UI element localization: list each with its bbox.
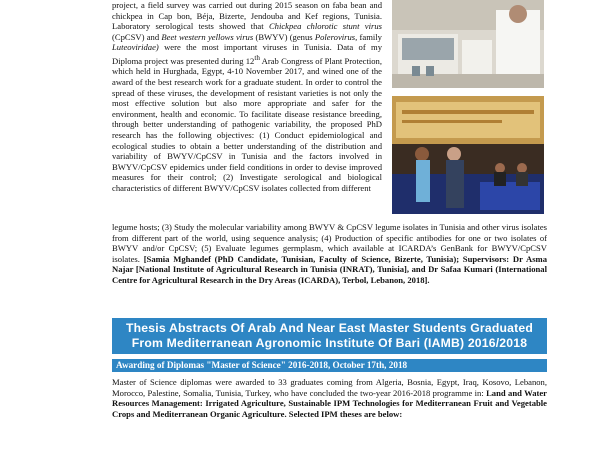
upper-text-p6: Arab Congress of Plant Protection, which held in Hurghada, Egypt, 4-10 November 2017, and wined one of the award of the best research work for a graduate student. In order to control the spread of these viruses, the development of resistant varieties is not only the most effective solution but also more appropriate and safer for the environment, health and economic. To facilitate disease resistance breeding, through better understanding of pathogenic variability, the proposed PhD research has the following objectives: (1) Conduct epidemiological and ecological studies to obtain a better understanding of the distribution and variability of BWYV/CpCSV in Tunisia and the factors involved in BWYV/CpCSV epidemics under field conditions in order to devise improved measures for their control; (2) Investigate serological and biological characteristics of different BWYV/CpCSV isolates collected from different xyxy=(112,55,382,193)
genus-name: Polerovirus, xyxy=(314,31,358,42)
award-ceremony-photo xyxy=(392,96,544,214)
section-title-line2: From Mediterranean Agronomic Institute Of Bari (IAMB) 2016/2018 xyxy=(131,336,528,350)
upper-body-text xyxy=(112,0,382,194)
candidate-credit: [Samia Mghandef (PhD Candidate, Tunisian, Faculty of Science, Bizerte, Tunisia); Supervisors: Dr Asma Najar [National Institute of Agricultural Research in Tunisia (INRAT), Tunisia], and Dr Safaa Kumari (International Centre for Agricultural Research in the Dry Areas (ICARDA), Terbol, Lebanon, 2018]. xyxy=(112,253,547,285)
upper-text-p5: were the most important viruses in Tunisia. Data of my Diploma project was presented during 12 xyxy=(112,42,382,66)
virus-name-cpcsv: Chickpea chlorotic stunt virus xyxy=(268,21,382,32)
awarding-diplomas-heading: Awarding of Diplomas "Master of Science" 2016-2018, October 17th, 2018 xyxy=(112,359,547,372)
section-title xyxy=(112,318,547,354)
lab-photo xyxy=(392,0,544,88)
diploma-text: Master of Science diplomas were awarded to 33 graduates coming from Algeria, Bosnia, Egypt, Iraq, Kosovo, Lebanon, Morocco, Palestine, Somalia, Tunisia, Turkey, who have concluded the two-year 2016-2018 programme in: xyxy=(112,377,547,398)
family-name: Luteoviridae) xyxy=(112,42,159,53)
upper-text-p1: project, a field survey was carried out during 2015 season on faba bean and chickpea in Cap bon, Béja, Bizerte, Jendouba and Kef regions, Tunisia. Laboratory serological tests showed that xyxy=(112,0,382,32)
diploma-paragraph xyxy=(112,377,547,419)
upper-text-p3: (BWYV) (genus xyxy=(255,31,313,42)
upper-text-p4: family xyxy=(359,31,382,42)
section-title-line1: Thesis Abstracts Of Arab And Near East Master Students Graduated xyxy=(126,321,533,335)
award-ceremony-image xyxy=(392,96,544,214)
lab-photo-image xyxy=(392,0,544,88)
virus-name-bwyv: Beet western yellows virus xyxy=(161,31,254,42)
upper-text-p2: (CpCSV) and xyxy=(112,31,160,42)
superscript-th: th xyxy=(254,53,260,62)
full-text-p1: legume hosts; (3) Study the molecular variability among BWYV & CpCSV legume isolates in Tunisia and other virus isolates from different part of the world, using sequence analysis; (4) Production of specific antibodies for one or two isolates of BWYV and/or CpCSV; (5) Evaluate legumes germplasm, which available at ICARDA’s GenBank for BWYV/CpCSV isolates. xyxy=(112,222,547,264)
full-width-body-text xyxy=(112,222,547,286)
diploma-programmes: Land and Water Resources Management: Irrigated Agriculture, Sustainable IPM Technologies for Mediterranean Fruit and Vegetable Crops and Mediterranean Organic Agriculture. Selected IPM theses are below: xyxy=(112,387,547,419)
